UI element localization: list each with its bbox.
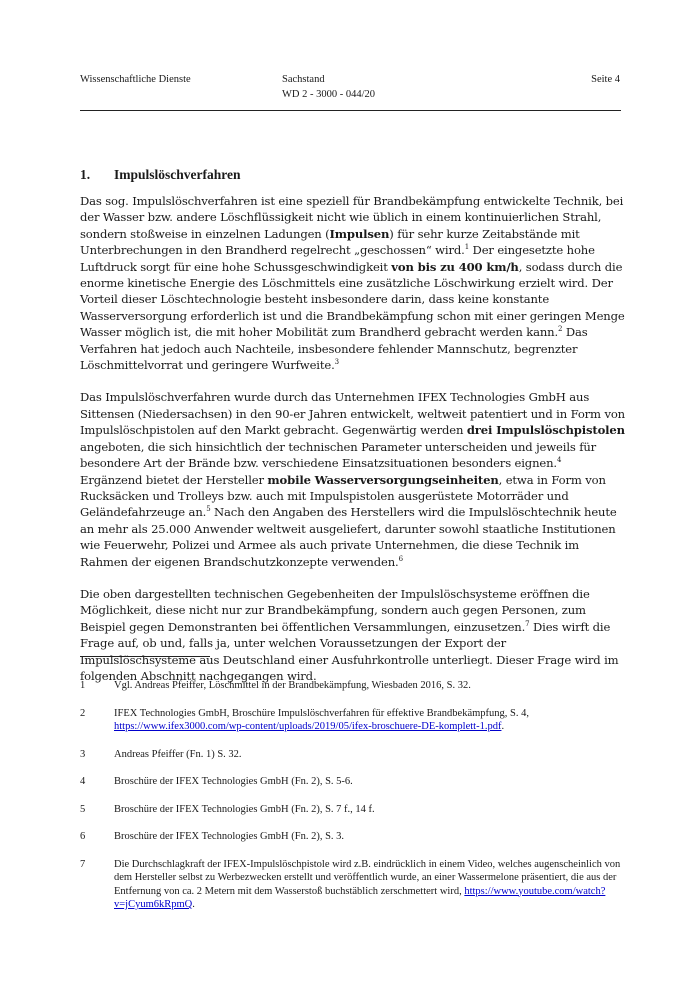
footnote-item [80,803,625,817]
footnote-number: 5 [80,803,86,815]
header-divider [80,110,621,111]
footnote-text: Vgl. Andreas Pfeiffer, Löschmittel in der Brandbekämpfung, Wiesbaden 2016, S. 32. [114,680,471,691]
header-page-number: Seite 4 [591,74,620,85]
header-doc-number: WD 2 - 3000 - 044/20 [282,89,376,100]
footnote-number: 2 [80,707,86,719]
bold-text: von bis zu 400 km/h [391,259,519,274]
footnote-ref[interactable]: 7 [525,619,530,628]
footnote-ref[interactable]: 3 [334,358,339,367]
footnote-number: 6 [80,831,86,842]
footnote-text: Andreas Pfeiffer (Fn. 1) S. 32. [114,748,242,760]
text-run: Nach den Angaben des Herstellers wird die Impulslöschtechnik heute an mehr als 25.000 Anwender weltweit ausgeliefert, darunter sowohl staatliche Institutionen wie Feuerwehr, Polizei und Armee als auch private Unternehmen, die diese Technik im Rahmen der eigenen Brandschutzkonzepte verwenden. [80,505,617,569]
footnote-link[interactable]: https://www.ifex3000.com/wp-content/uploads/2019/05/ifex-broschuere-DE-komplett-1.pdf [114,721,502,732]
footnote-text: IFEX Technologies GmbH, Broschüre Impulslöschverfahren für effektive Brandbekämpfung, S. 4, [114,707,529,719]
paragraph-3 [80,586,625,684]
paragraph-1 [80,193,625,373]
footnote-item [80,748,625,762]
footnote-divider [80,656,210,657]
text-run: Das sog. Impulslöschverfahren ist eine speziell für Brandbekämpfung entwickelte Technik, bei der Wasser bzw. andere Löschflüssigkeit nicht wie üblich in einem kontinuierlichen Strahl, sondern stoßweise in einzelnen Ladungen ( [80,194,624,241]
footnote-text: Broschüre der IFEX Technologies GmbH (Fn. 2), S. 5-6. [114,776,353,787]
footnote-number: 7 [80,858,86,870]
bold-text: mobile Wasserversorgungseinheiten [267,472,499,487]
footnote-ref[interactable]: 2 [558,325,563,334]
text-run: Ergänzend bietet der Hersteller [80,472,268,487]
text-run: Dies wirft die Frage auf, ob und, falls ja, unter welchen Voraussetzungen der Export der Impulslöschsysteme aus Deutschland einer Ausfuhrkontrolle unterliegt. Dieser Frage wird im folgenden Abschnitt nachgegangen wird. [80,619,619,683]
footnote-period: . [192,899,195,910]
footnote-ref[interactable]: 4 [556,456,562,465]
bold-text: drei Impulslöschpistolen [466,423,625,438]
footnote-item [80,679,625,693]
footnote-ref[interactable]: 6 [398,554,403,563]
text-run: Die oben dargestellten technischen Gegebenheiten der Impulslöschsysteme eröffnen die Möglichkeit, diese nicht nur zur Brandbekämpfung, sondern auch gegen Personen, zum Beispiel gegen Demonstranten bei öffentlichen Versammlungen, einzusetzen. [80,586,590,634]
footnote-text: Die Durchschlagkraft der IFEX-Impulslöschpistole wird z.B. eindrücklich in einem Video, welches augenscheinlich von dem Hersteller selbst zu Werbezwecken erstellt und veröffentlich wurde, an einer Wassermelone präsentiert, die aus der Entfernung von ca. 2 Metern mit dem Wasserstoß buchstäblich zerschmettert wird, [114,858,621,897]
footnote-item [80,830,625,844]
text-run: Das Impulslöschverfahren wurde durch das Unternehmen IFEX Technologies GmbH aus Sittensen (Niedersachsen) in den 90-er Jahren entwickelt, weltweit patentiert und in Form von Impulslöschpistolen auf den Markt gebracht. Gegenwärtig werden [80,390,625,438]
footnote-number: 3 [80,748,86,760]
text-run: , etwa in Form von Rucksäcken und Trolleys bzw. auch mit Impulspistolen ausgerüstete Motorräder und Geländefahrzeuge an. [80,472,606,520]
footnote-period: . [501,721,505,732]
footnote-item [80,858,625,912]
footnote-text: Broschüre der IFEX Technologies GmbH (Fn. 2), S. 7 f., 14 f. [114,803,375,815]
footnote-number: 4 [80,776,86,787]
footnote-link[interactable]: https://www.youtube.com/watch?v=jCyum6kRpmQ [114,885,606,910]
header-document-info [282,72,375,102]
footnote-text: Broschüre der IFEX Technologies GmbH (Fn. 2), S. 3. [114,831,345,842]
footnotes [80,679,625,926]
footnote-item [80,775,625,789]
section-number: 1. [80,167,91,182]
footnote-number: 1 [80,680,86,691]
section-heading [80,167,241,183]
text-run: ) für sehr kurze Zeitabstände mit Unterbrechungen in den Brandherd regelrecht „geschossen“ wird. [80,226,580,258]
section-title: Impulslöschverfahren [114,167,241,182]
text-run: Der eingesetzte hohe Luftdruck sorgt für eine hohe Schussgeschwindigkeit [80,243,595,274]
text-run: Das Verfahren hat jedoch auch Nachteile, insbesondere fehlender Mannschutz, begrenzter Löschmittelvorrat und geringere Wurfweite. [80,325,588,373]
text-run: , sodass durch die enorme kinetische Energie des Löschmittels eine zusätzliche Löschwirkung erzielt wird. Der Vorteil dieser Löschtechnologie besteht insbesondere darin, dass keine konstante Wasserversorgung erforderlich ist und die Brandbekämpfung schon mit einer geringen Menge Wasser möglich ist, die mit hoher Mobilität zum Brandherd gebracht werden kann. [80,259,625,340]
footnote-item [80,707,625,734]
footnote-ref[interactable]: 1 [464,243,470,252]
paragraph-2 [80,389,625,569]
bold-text: Impulsen [329,226,390,241]
header-doc-type: Sachstand [282,74,325,85]
text-run: angeboten, die sich hinsichtlich der technischen Parameter unterscheiden und jeweils für besondere Art der Brände bzw. verschiedene Einsatzsituationen besonders eignen. [80,439,597,471]
body-text [80,193,625,700]
footnote-ref[interactable]: 5 [206,505,211,514]
header-department: Wissenschaftliche Dienste [80,74,191,85]
footnote-text-container [114,707,625,734]
footnote-text-container [114,858,625,912]
